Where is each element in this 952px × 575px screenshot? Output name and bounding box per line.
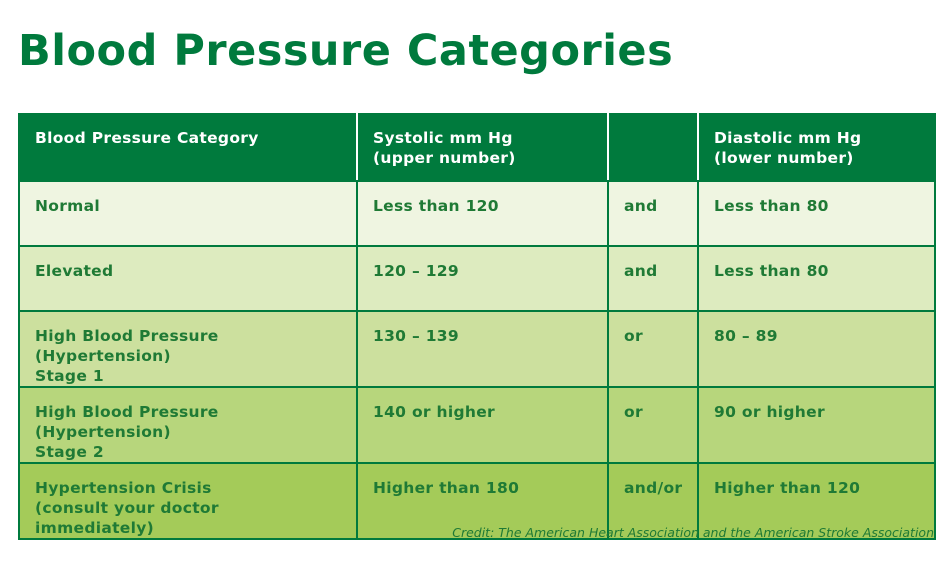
systolic-cell: 130 – 139 [357,311,608,387]
table-row [19,311,935,387]
connector-cell: or [608,311,698,387]
systolic-cell: 140 or higher [357,387,608,463]
diastolic-cell: Less than 80 [698,246,935,311]
category-cell: Normal [19,181,357,246]
diastolic-cell: Higher than 120 [698,463,935,539]
blood-pressure-table [18,113,936,540]
connector-cell: and [608,246,698,311]
header-category: Blood Pressure Category [19,114,357,181]
category-cell: High Blood Pressure (Hypertension) Stage 2 [19,387,357,463]
header-systolic: Systolic mm Hg (upper number) [357,114,608,181]
header-diastolic: Diastolic mm Hg (lower number) [698,114,935,181]
credit-line: Credit: The American Heart Association and the American Stroke Association [452,525,934,540]
diastolic-cell: 80 – 89 [698,311,935,387]
systolic-cell: Higher than 180 [357,463,608,539]
connector-cell: or [608,387,698,463]
header-connector [608,114,698,181]
connector-cell: and [608,181,698,246]
table-row [19,246,935,311]
systolic-cell: Less than 120 [357,181,608,246]
connector-cell: and/or [608,463,698,539]
table-header-row [19,114,935,181]
category-cell: Elevated [19,246,357,311]
category-cell: High Blood Pressure (Hypertension) Stage 1 [19,311,357,387]
diastolic-cell: Less than 80 [698,181,935,246]
table-row [19,181,935,246]
page-title: Blood Pressure Categories [18,26,674,76]
category-cell: Hypertension Crisis (consult your doctor immediately) [19,463,357,539]
systolic-cell: 120 – 129 [357,246,608,311]
table-row [19,387,935,463]
diastolic-cell: 90 or higher [698,387,935,463]
